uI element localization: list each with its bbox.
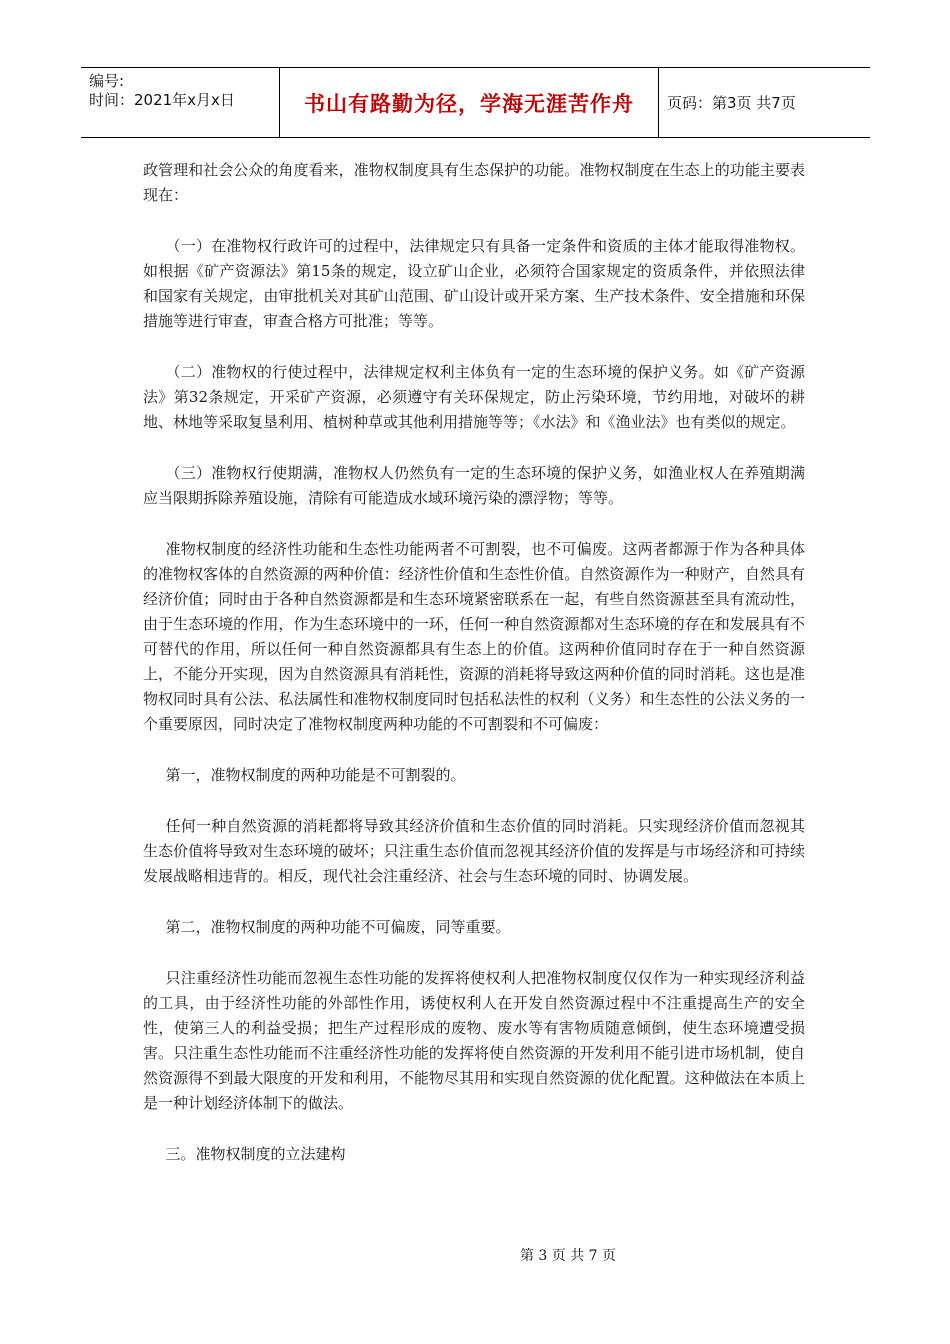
header-page-info: 页码：第3页 共7页 bbox=[667, 94, 796, 112]
document-body bbox=[143, 158, 805, 1193]
page-footer: 第 3 页 共 7 页 bbox=[519, 1248, 617, 1264]
page-header bbox=[81, 67, 870, 138]
paragraph-functions: 准物权制度的经济性功能和生态性功能两者不可割裂，也不可偏废。这两者都源于作为各种具体的准物权客体的自然资源的两种价值：经济性价值和生态性价值。自然资源作为一种财产，自然具有经济价值；同时由于各种自然资源都是和生态环境紧密联系在一起，有些自然资源甚至具有流动性，由于生态环境的作用，作为生态环境中的一环，任何一种自然资源都对生态环境的存在和发展具有不可替代的作用，所以任何一种自然资源都具有生态上的价值。这两种价值同时存在于一种自然资源上，不能分开实现，因为自然资源具有消耗性，资源的消耗将导致这两种价值的同时消耗。这也是准物权同时具有公法、私法属性和准物权制度同时包括私法性的权利（义务）和生态性的公法义务的一个重要原因，同时决定了准物权制度两种功能的不可割裂和不可偏废： bbox=[143, 540, 805, 733]
document-number-label: 编号: bbox=[89, 72, 125, 90]
paragraph-point-2: 第二，准物权制度的两种功能不可偏废，同等重要。 bbox=[165, 918, 511, 936]
paragraph-item-3: （三）准物权行使期满，准物权人仍然负有一定的生态环境的保护义务，如渔业权人在养殖期满应当限期拆除养殖设施，清除有可能造成水域环境污染的漂浮物；等等。 bbox=[143, 464, 805, 507]
paragraph-item-1: （一）在准物权行政许可的过程中，法律规定只有具备一定条件和资质的主体才能取得准物权。如根据《矿产资源法》第15条的规定，设立矿山企业，必须符合国家规定的资质条件，并依照法律和国家有关规定，由审批机关对其矿山范围、矿山设计或开采方案、生产技术条件、安全措施和环保措施等进行审查，审查合格方可批准；等等。 bbox=[143, 237, 805, 330]
paragraph-intro: 政管理和社会公众的角度看来，准物权制度具有生态保护的功能。准物权制度在生态上的功能主要表现在： bbox=[143, 161, 805, 204]
section-heading: 三。准物权制度的立法建构 bbox=[165, 1145, 346, 1163]
paragraph-point-2-detail: 只注重经济性功能而忽视生态性功能的发挥将使权利人把准物权制度仅仅作为一种实现经济利益的工具，由于经济性功能的外部性作用，诱使权利人在开发自然资源过程中不注重提高生产的安全性，使第三人的利益受损；把生产过程形成的废物、废水等有害物质随意倾倒，使生态环境遭受损害。只注重生态性功能而不注重经济性功能的发挥将使自然资源的开发利用不能引进市场机制，使自然资源得不到最大限度的开发和利用，不能物尽其用和实现自然资源的优化配置。这种做法在本质上是一种计划经济体制下的做法。 bbox=[143, 969, 805, 1112]
header-meta bbox=[81, 68, 280, 137]
paragraph-point-1-detail: 任何一种自然资源的消耗都将导致其经济价值和生态价值的同时消耗。只实现经济价值而忽视其生态价值将导致对生态环境的破坏；只注重生态价值而忽视其经济价值的发挥是与市场经济和可持续发展战略相违背的。相反，现代社会注重经济、社会与生态环境的同时、协调发展。 bbox=[143, 817, 805, 885]
paragraph-item-2: （二）准物权的行使过程中，法律规定权利主体负有一定的生态环境的保护义务。如《矿产资源法》第32条规定，开采矿产资源，必须遵守有关环保规定，防止污染环境，节约用地，对破坏的耕地、林地等采取复垦利用、植树种草或其他利用措施等等；《水法》和《渔业法》也有类似的规定。 bbox=[143, 363, 805, 431]
paragraph-point-1: 第一，准物权制度的两种功能是不可割裂的。 bbox=[165, 766, 466, 784]
header-motto: 书山有路勤为径，学海无涯苦作舟 bbox=[280, 68, 659, 137]
document-date: 时间：2021年x月x日 bbox=[89, 91, 235, 109]
